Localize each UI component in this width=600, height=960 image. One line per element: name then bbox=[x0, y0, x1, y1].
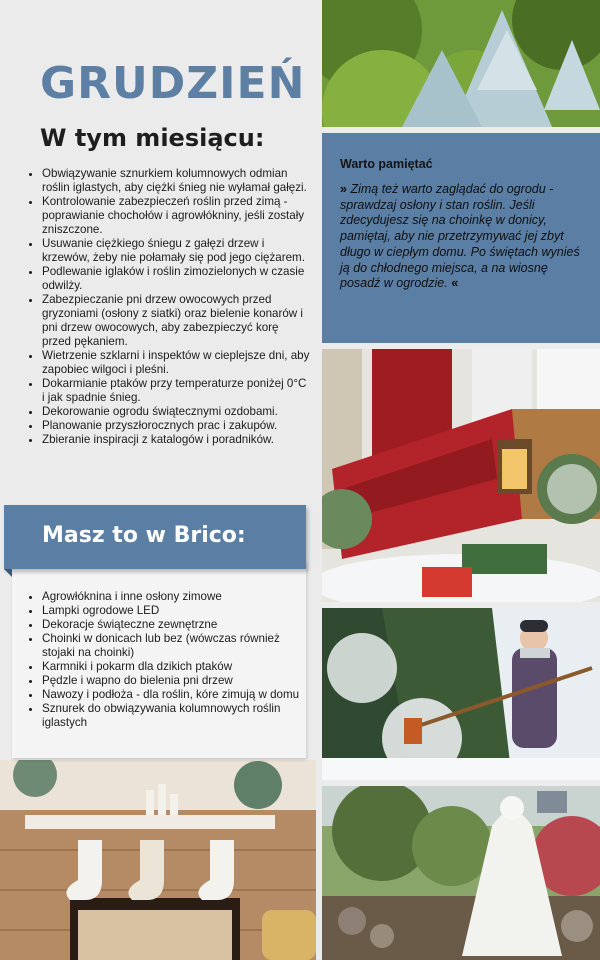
list-item: • Dekoracje świąteczne zewnętrzne bbox=[42, 618, 310, 632]
list-item: • Wietrzenie szklarni i inspektów w cieplejsze dni, aby zapobiec wilgoci i pleśni. bbox=[42, 349, 310, 377]
list-item: • Pędzle i wapno do bielenia pni drzew bbox=[42, 674, 310, 688]
covered-plant-photo bbox=[322, 786, 600, 960]
list-item: • Agrowłóknina i inne osłony zimowe bbox=[42, 590, 310, 604]
list-item: • Dokarmianie ptaków przy temperaturze poniżej 0°C i jak spadnie śnieg. bbox=[42, 377, 310, 405]
list-item: • Zbieranie inspiracji z katalogów i poradników. bbox=[42, 433, 310, 447]
list-item: • Lampki ogrodowe LED bbox=[42, 604, 310, 618]
list-item: • Planowanie przyszłorocznych prac i zakupów. bbox=[42, 419, 310, 433]
list-item: • Dekorowanie ogrodu świątecznymi ozdobami. bbox=[42, 405, 310, 419]
tip-title: Warto pamiętać bbox=[340, 157, 433, 171]
page-title: GRUDZIEŃ bbox=[40, 58, 306, 109]
list-item: • Nawozy i podłoża - dla roślin, kóre zimują w domu bbox=[42, 688, 310, 702]
list-item: • Obwiązywanie sznurkiem kolumnowych odmian roślin iglastych, aby ciężki śnieg nie wyłamał gałęzi. bbox=[42, 167, 310, 195]
page-subtitle: W tym miesiącu: bbox=[40, 124, 265, 152]
tip-text bbox=[340, 182, 590, 292]
list-item: • Usuwanie ciężkiego śniegu z gałęzi drzew i krzewów, żeby nie połamały się pod jego ciężarem. bbox=[42, 237, 310, 265]
list-item: • Kontrolowanie zabezpieczeń roślin przed zimą - poprawianie chochołów i agrowłókniny, jeśli zostały zniszczone. bbox=[42, 195, 310, 237]
list-item: • Sznurek do obwiązywania kolumnowych roślin iglastych bbox=[42, 702, 310, 730]
list-item: • Zabezpieczanie pni drzew owocowych przed gryzoniami (osłony z siatki) oraz bielenie konarów i pni drzew owocowych, aby zabezpieczyć korę przed pękaniem. bbox=[42, 293, 310, 349]
fireplace-stockings-photo bbox=[0, 760, 316, 960]
monthly-tasks-list bbox=[28, 167, 310, 447]
tip-body: Zimą też warto zaglądać do ogrodu - sprawdzaj osłony i stan roślin. Jeśli zdecydujesz się na choinkę w donicy, pamiętaj, aby nie przetrzymywać jej zbyt długo w ciepłym domu. Po świętach wynieś ją do chłodnego miejsca, a na wiosnę posadź w ogrodzie. bbox=[340, 182, 580, 291]
open-quote-icon: » bbox=[340, 182, 347, 196]
christmas-bench-photo bbox=[322, 349, 600, 602]
list-item: • Karmniki i pokarm dla dzikich ptaków bbox=[42, 660, 310, 674]
list-item: • Choinki w donicach lub bez (wówczas również stojaki na choinki) bbox=[42, 632, 310, 660]
list-item: • Podlewanie iglaków i roślin zimozielonych w czasie odwilży. bbox=[42, 265, 310, 293]
shop-title: Masz to w Brico: bbox=[42, 523, 246, 548]
spruce-photo bbox=[322, 0, 600, 127]
close-quote-icon: « bbox=[451, 276, 459, 291]
snow-clearing-photo bbox=[322, 608, 600, 780]
shop-banner-fold bbox=[4, 569, 12, 577]
shop-items-list bbox=[28, 590, 310, 730]
